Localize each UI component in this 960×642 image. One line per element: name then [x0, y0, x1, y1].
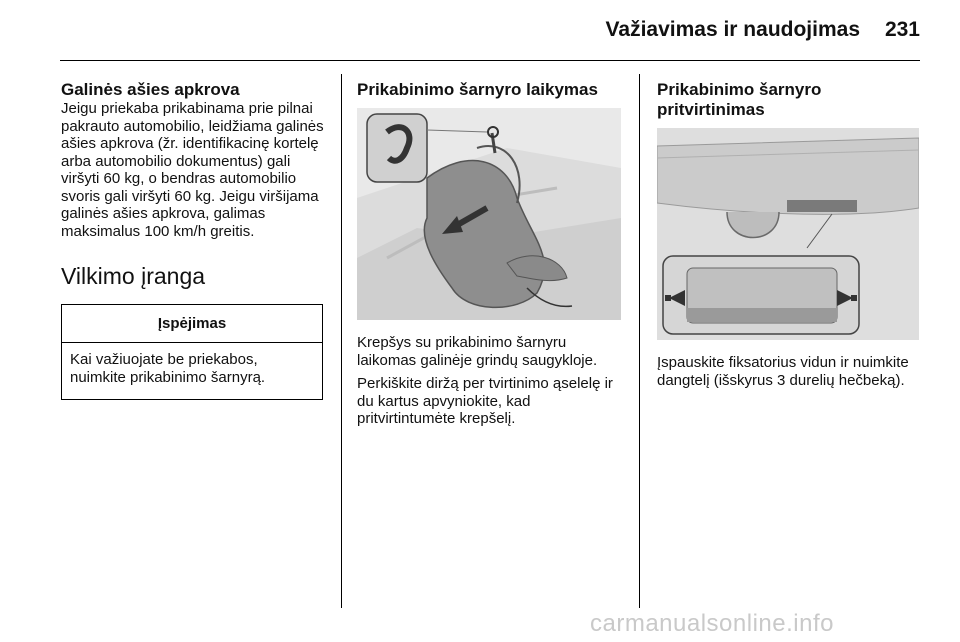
- watermark: carmanualsonline.info: [590, 610, 834, 637]
- warning-title: Įspėjimas: [62, 305, 322, 343]
- header-title: Važiavimas ir naudojimas: [605, 18, 860, 41]
- column-3: [657, 80, 925, 389]
- column-divider-1: [341, 74, 342, 608]
- tow-bag-illustration: [357, 108, 621, 320]
- page-number: 231: [884, 18, 920, 41]
- storage-text-2: Perkiškite diržą per tvirtinimo ąselelę ir du kartus apvyniokite, kad pritvirtintumėte krepšelį.: [357, 375, 613, 427]
- storage-text-1: Krepšys su prikabinimo šarnyru laikomas galinėje grindų saugykloje.: [357, 334, 598, 369]
- header-divider: [60, 60, 920, 61]
- bumper-cover-illustration: [657, 128, 919, 340]
- column-2: [357, 80, 625, 428]
- axle-load-text: Jeigu priekaba prikabinama prie pilnai pakrauto automobilio, leidžiama galinės ašies apkrova (žr. identifikacinę kortelę arba automobilio dokumentus) gali viršyti 60 kg, o bendras automobilio svoris gali viršyti 60 kg. Jeigu viršijama galinės ašies apkrova, galimas maksimalus 100 km/h greitis.: [61, 100, 324, 240]
- attachment-text: Įspauskite fiksatorius vidun ir nuimkite dangtelį (išskyrus 3 durelių hečbeką).: [657, 354, 909, 389]
- warning-text: Kai važiuojate be priekabos, nuimkite prikabinimo šarnyrą.: [70, 351, 266, 386]
- attachment-heading: Prikabinimo šarnyro pritvirtinimas: [657, 80, 822, 119]
- column-1: [61, 80, 326, 400]
- column-divider-2: [639, 74, 640, 608]
- towing-equipment-title: Vilkimo įranga: [61, 263, 206, 289]
- warning-box: [61, 304, 323, 400]
- storage-heading: Prikabinimo šarnyro laikymas: [357, 80, 598, 99]
- axle-load-heading: Galinės ašies apkrova: [61, 80, 240, 99]
